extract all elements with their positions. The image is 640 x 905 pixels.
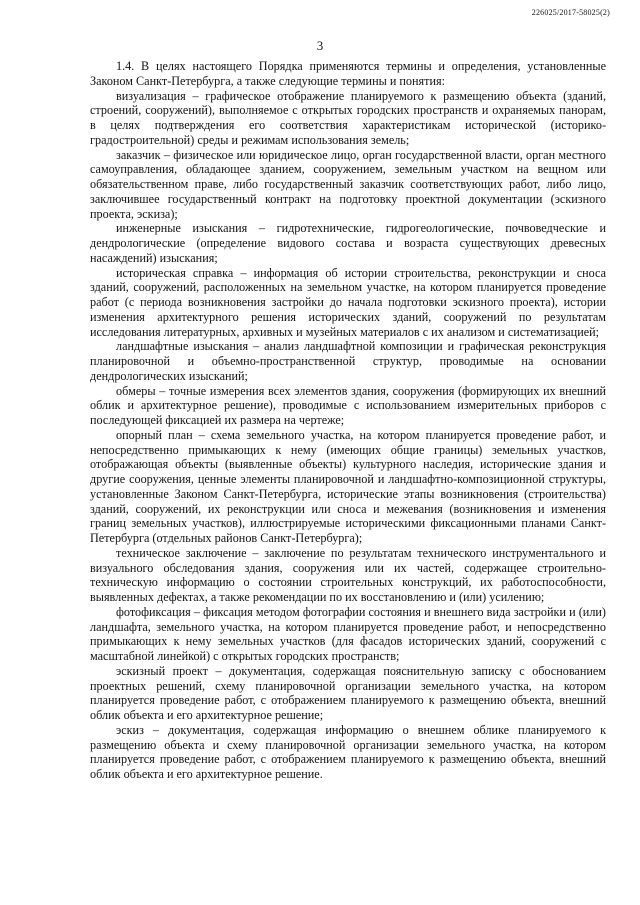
paragraph-landshaftnye-izyskaniya: ландшафтные изыскания – анализ ландшафтной композиции и графическая реконструкция планировочной и объемно-пространственной структур, проводимые на основании дендрологических изысканий;: [90, 339, 606, 383]
paragraph-istoricheskaya-spravka: историческая справка – информация об истории строительства, реконструкции и сноса зданий, сооружений, расположенных на земельном участке, на котором планируется проведение работ (с периода возникновения застройки до начала подготовки эскизного проекта), истории изменения архитектурного решения исторических зданий, сооружений по результатам исследования литературных, архивных и музейных материалов с их анализом и систематизацией;: [90, 265, 606, 339]
document-body: [90, 59, 606, 782]
paragraph-inzhenernye-izyskaniya: инженерные изыскания – гидротехнические, гидрогеологические, почвоведческие и дендрологические (определение видового состава и возраста существующих древесных насаждений) изыскания;: [90, 221, 606, 265]
page-number: 3: [316, 38, 324, 53]
paragraph-eskiz: эскиз – документация, содержащая информацию о внешнем облике планируемого к размещению объекта и схему планировочной организации земельного участка, на котором планируется проведение работ, с отображением планируемого к размещению объекта, внешний облик объекта и его архитектурное решение.: [90, 722, 606, 781]
paragraph-vizualizatsiya: визуализация – графическое отображение планируемого к размещению объекта (зданий, строений, сооружений), выполняемое с открытых городских пространств и охраняемых панорам, в целях подтверждения его соответствия характеристикам исторической (историко-градостроительной) среды и режимам использования земель;: [90, 88, 606, 147]
paragraph-zakazchik: заказчик – физическое или юридическое лицо, орган государственной власти, орган местного самоуправления, обладающее зданием, сооружением, земельным участком на вещном или обязательственном праве, либо государственный заказчик соответствующих работ, либо лицо, заключившее государственный контракт на подготовку проектной документации (эскизного проекта, эскиза);: [90, 147, 606, 221]
paragraph-tekhnicheskoe-zaklyuchenie: техническое заключение – заключение по результатам технического инструментального и визуального обследования здания, сооружения или их частей, содержащее строительно-техническую информацию о состоянии строительных конструкций, их работоспособности, выявленных дефектах, а также рекомендации по их восстановлению и (или) усилению;: [90, 545, 606, 604]
paragraph-intro: 1.4. В целях настоящего Порядка применяются термины и определения, установленные Законом Санкт-Петербурга, а также следующие термины и понятия:: [90, 59, 606, 88]
paragraph-obmery: обмеры – точные измерения всех элементов здания, сооружения (формирующих их внешний облик и архитектурное решение), проводимые с использованием измерительных приборов с последующей фиксацией их размера на чертеже;: [90, 383, 606, 427]
paragraph-fotofiksatsiya: фотофиксация – фиксация методом фотографии состояния и внешнего вида застройки и (или) ландшафта, земельного участка, на котором планируется проведение работ, и непосредственно примыкающих к нему земельных участков (для фасадов исторических зданий, сооружений с масштабной линейкой) с открытых городских пространств;: [90, 604, 606, 663]
paragraph-opornyi-plan: опорный план – схема земельного участка, на котором планируется проведение работ, и непосредственно примыкающих к нему (имеющих общие границы) земельных участков, отображающая объекты (выявленные объекты) культурного наследия, исторические здания и другие сооружения, ценные элементы планировочной и ландшафтно-композиционной структуры, установленные Законом Санкт-Петербурга, исторические этапы возникновения (строительства) зданий, сооружений, их реконструкции или сноса и межевания (возникновения и изменения границ земельных участков), иллюстрируемые историческими фиксационными планами Санкт-Петербурга (отдельных районов Санкт-Петербурга);: [90, 427, 606, 545]
document-id: 226025/2017-58025(2): [531, 8, 610, 17]
paragraph-eskiznyi-proekt: эскизный проект – документация, содержащая пояснительную записку с обоснованием проектных решений, схему планировочной организации земельного участка, на котором планируется проведение работ, с отображением планируемого к размещению объекта, внешний облик объекта и его архитектурное решение;: [90, 663, 606, 722]
